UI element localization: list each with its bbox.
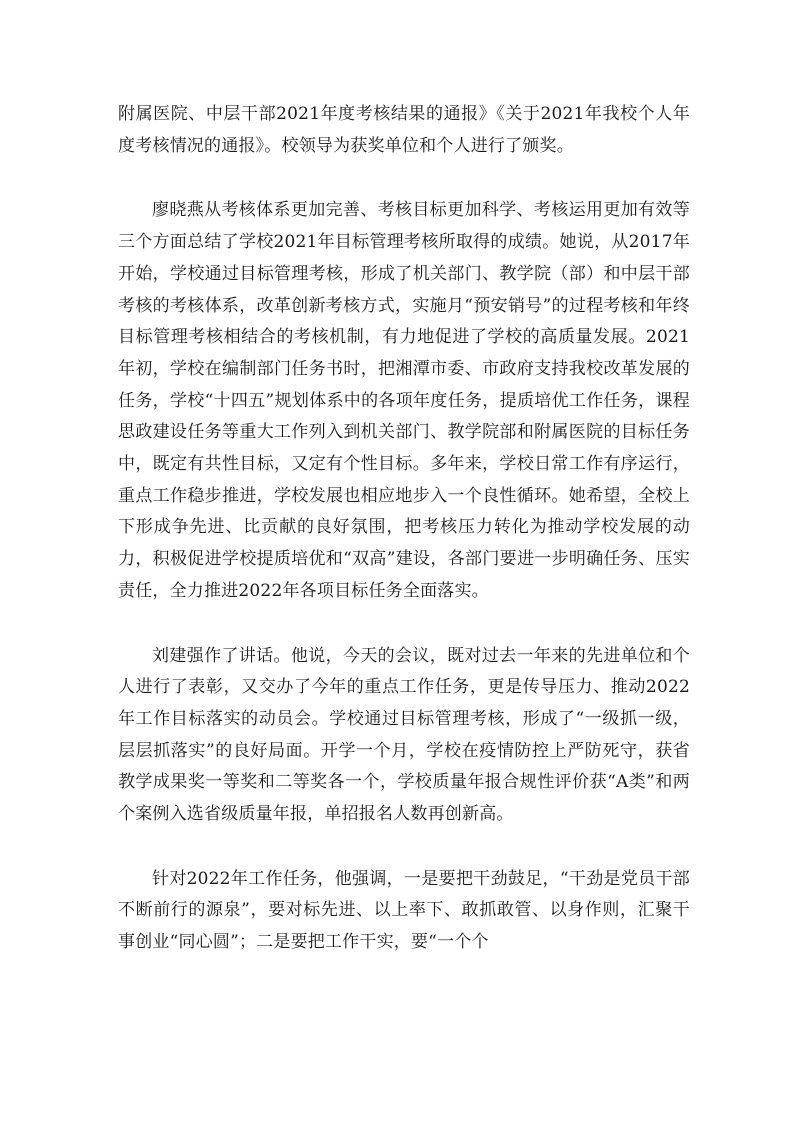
paragraph-2022-tasks: 针对2022年工作任务，他强调，一是要把干劲鼓足，“干劲是党员干部不断前行的源泉”，要对标先进、以上率下、敢抓敢管、以身作则，汇聚干事创业“同心圆”；二是要把工作干实，要“一个个: [118, 868, 690, 953]
document-body: [118, 99, 690, 959]
paragraph-gap: [118, 831, 690, 864]
paragraph-liu-speech: 刘建强作了讲话。他说，今天的会议，既对过去一年来的先进单位和个人进行了表彰，又交办了今年的重点工作任务，更是传导压力、推动2022年工作目标落实的动员会。学校通过目标管理考核，形成了“一级抓一级，层层抓落实”的良好局面。开学一个月，学校在疫情防控上严防死守，获省教学成果奖一等奖和二等奖各一个，学校质量年报合规性评价获“A类”和两个案例入选省级质量年报，单招报名人数再创新高。: [118, 645, 690, 825]
paragraph-liao-summary: 廖晓燕从考核体系更加完善、考核目标更加科学、考核运用更加有效等三个方面总结了学校2021年目标管理考核所取得的成绩。她说，从2017年开始，学校通过目标管理考核，形成了机关部门、教学院（部）和中层干部考核的考核体系，改革创新考核方式，实施月“预安销号”的过程考核和年终目标管理考核相结合的考核机制，有力地促进了学校的高质量发展。2021 年初，学校在编制部门任务书时，把湘潭市委、市政府支持我校改革发展的任务，学校“十四五”规划体系中的各项年度任务，提质培优工作任务，课程思政建设任务等重大工作列入到机关部门、教学院部和附属医院的目标任务中，既定有共性目标，又定有个性目标。多年来，学校日常工作有序运行，重点工作稳步推进，学校发展也相应地步入一个良性循环。她希望，全校上下形成争先进、比贡献的良好氛围，把考核压力转化为推动学校发展的动力，积极促进学校提质培优和“双高”建设，各部门要进一步明确任务、压实责任，全力推进2022年各项目标任务全面落实。: [118, 200, 690, 601]
paragraph-gap: [118, 608, 690, 641]
paragraph-gap: [118, 162, 690, 195]
paragraph-awards: 附属医院、中层干部2021年度考核结果的通报》《关于2021年我校个人年度考核情况的通报》。校领导为获奖单位和个人进行了颁奖。: [118, 104, 690, 156]
